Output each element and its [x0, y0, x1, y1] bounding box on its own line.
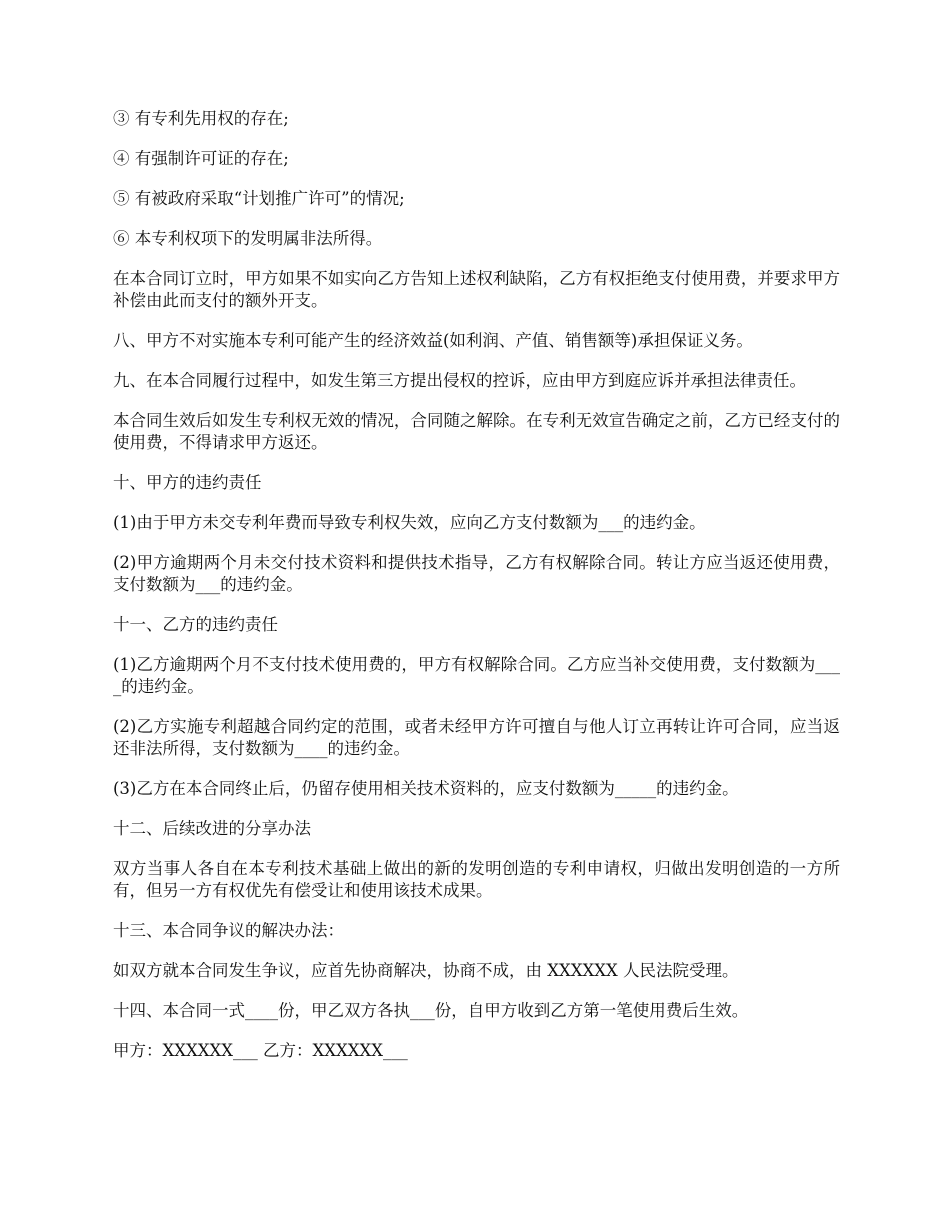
section-13-body: 如双方就本合同发生争议，应首先协商解决，协商不成，由 XXXXXX 人民法院受理。 [113, 961, 739, 980]
section-13-heading: 十三、本合同争议的解决办法： [113, 921, 344, 940]
paragraph-defect-disclosure: 在本合同订立时，甲方如果不如实向乙方告知上述权利缺陷，乙方有权拒绝支付使用费，并要求甲方补偿由此而支付的额外开支。 [113, 269, 840, 310]
clause-illegal-acquisition: ⑥ 本专利权项下的发明属非法所得。 [113, 229, 383, 248]
document-body [113, 108, 840, 1080]
section-10-item-2: (2)甲方逾期两个月未交付技术资料和提供技术指导，乙方有权解除合同。转让方应当返还使用费，支付数额为___的违约金。 [113, 553, 840, 594]
clause-government-promotion: ⑤ 有被政府采取“计划推广许可”的情况; [113, 189, 405, 208]
section-11-item-1: (1)乙方逾期两个月不支付技术使用费的，甲方有权解除合同。乙方应当补交使用费，支付数额为____的违约金。 [113, 655, 840, 696]
section-10-heading: 十、甲方的违约责任 [113, 473, 262, 492]
clause-patent-prior-use: ③ 有专利先用权的存在; [113, 109, 289, 128]
section-11-heading: 十一、乙方的违约责任 [113, 615, 278, 634]
paragraph-patent-invalidity: 本合同生效后如发生专利权无效的情况，合同随之解除。在专利无效宣告确定之前，乙方已经支付的使用费，不得请求甲方返还。 [113, 411, 840, 452]
signature-line: 甲方：XXXXXX___ 乙方：XXXXXX___ [113, 1041, 408, 1060]
section-11-item-2: (2)乙方实施专利超越合同约定的范围，或者未经甲方许可擅自与他人订立再转让许可合同，应当返还非法所得，支付数额为____的违约金。 [113, 717, 840, 758]
section-11-item-3: (3)乙方在本合同终止后，仍留存使用相关技术资料的，应支付数额为_____的违约金。 [113, 779, 739, 798]
section-9-infringement: 九、在本合同履行过程中，如发生第三方提出侵权的控诉，应由甲方到庭应诉并承担法律责任。 [113, 371, 806, 390]
section-14-copies: 十四、本合同一式____份，甲乙双方各执___份，自甲方收到乙方第一笔使用费后生效。 [113, 1001, 749, 1020]
section-8-no-benefit-guarantee: 八、甲方不对实施本专利可能产生的经济效益(如利润、产值、销售额等)承担保证义务。 [113, 331, 753, 350]
section-12-heading: 十二、后续改进的分享办法 [113, 819, 311, 838]
section-10-item-1: (1)由于甲方未交专利年费而导致专利权失效，应向乙方支付数额为___的违约金。 [113, 513, 706, 532]
clause-compulsory-license: ④ 有强制许可证的存在; [113, 149, 289, 168]
section-12-body: 双方当事人各自在本专利技术基础上做出的新的发明创造的专利申请权，归做出发明创造的一方所有，但另一方有权优先有偿受让和使用该技术成果。 [113, 859, 840, 900]
